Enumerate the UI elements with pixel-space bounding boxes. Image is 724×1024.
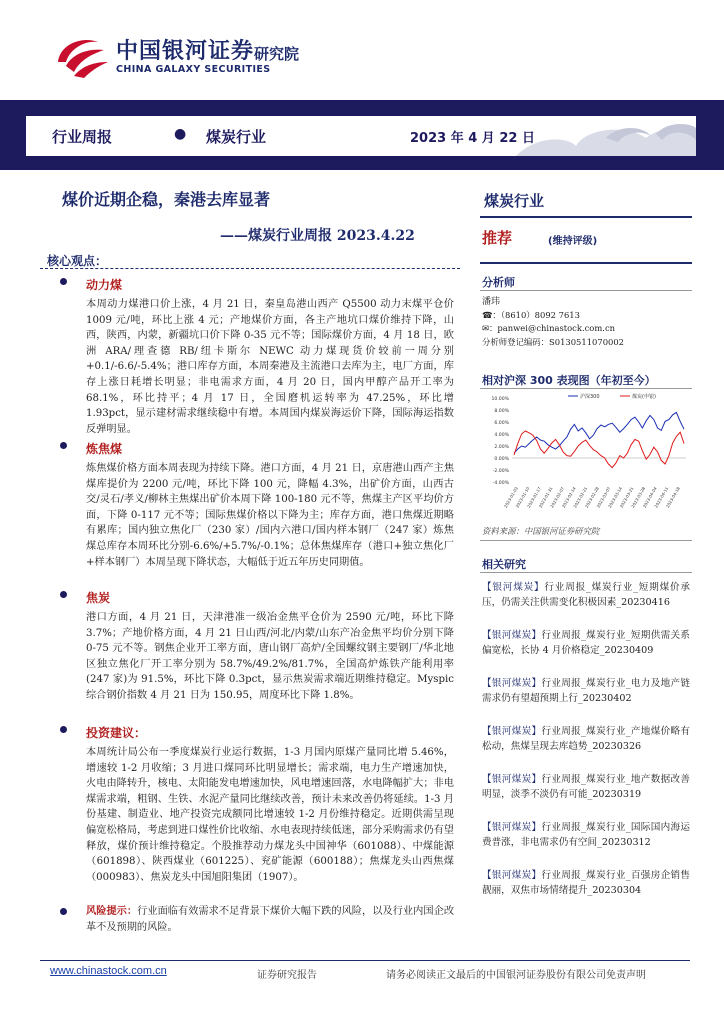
bullet-icon (60, 442, 67, 449)
chart-title: 相对沪深 300 表现图（年初至今） (482, 374, 656, 387)
y-tick-label: 2.00% (494, 445, 509, 450)
y-tick-label: 4.00% (494, 433, 509, 438)
section-heading: 炼焦煤 (62, 440, 454, 458)
x-tick-label: 2023-01-03 (502, 486, 519, 509)
company-logo (52, 32, 392, 84)
report-date: 2023 年 4 月 22 日 (410, 131, 535, 146)
x-tick-label: 2023-04-11 (653, 486, 670, 509)
y-tick-label: -2.00% (492, 469, 509, 474)
footer-disclaimer: 请务必阅读正文最后的中国银河证券股份有限公司免责声明 (386, 970, 646, 981)
core-views-label: 核心观点： (47, 254, 108, 268)
bullet-icon (60, 726, 67, 733)
logo-english: CHINA GALAXY SECURITIES (116, 64, 271, 75)
section-heading: 动力煤 (62, 276, 454, 294)
x-tick-label: 2023-02-28 (583, 486, 600, 509)
section-thermal-coal (62, 276, 454, 437)
risk-text: 行业面临有效需求不足背景下煤价大幅下跌的风险，以及行业内国企改革不及预期的风险。 (86, 906, 455, 933)
galaxy-logo-icon (52, 32, 110, 80)
x-tick-label: 2023-03-07 (595, 486, 612, 509)
footer-divider (40, 960, 690, 961)
divider (480, 540, 692, 541)
section-body: 本周统计局公布一季度煤炭行业运行数据，1-3 月国内原煤产量同比增 5.46%，增速较 1-2 月收缩；3 月进口煤同环比明显增长；需求端，电力生产增速加快，火电由降转升，核电、太阳能发电增速加快，风电增速回落，水电降幅扩大；非电煤需求端，粗钢、生铁、水泥产量同比继续改善，预计未来改善仍将延续。1-3 月份基建、制造业、地产投资完成额同比增速较 1-2 月份维持稳定。近期供需呈现偏宽松格局，考虑到进口煤性价比收缩、水电表现持续低迷，部分采购需求仍有望释放，煤价预计维持稳定。个股推荐动力煤龙头中国神华（601088）、中煤能源（601898）、陕西煤业（601225）、兖矿能源（600188）；焦煤龙头山西焦煤（000983）、焦炭龙头中国旭阳集团（1907）。 (86, 747, 454, 883)
page-subtitle: ——煤炭行业周报 2023.4.22 (220, 228, 415, 244)
analyst-name: 潘玮 (482, 297, 501, 307)
x-tick-label: 2023-03-21 (618, 486, 635, 509)
y-tick-label: -4.00% (492, 481, 509, 486)
y-tick-label: 8.00% (494, 409, 509, 414)
x-tick-label: 2023-01-10 (514, 486, 531, 509)
legend-label: 煤炭(申银) (632, 394, 656, 400)
x-tick-label: 2023-02-07 (549, 486, 566, 509)
logo-chinese: 中国银河证券 (116, 39, 255, 64)
risk-warning (62, 904, 454, 935)
y-tick-label: 6.00% (494, 421, 509, 426)
x-tick-label: 2023-04-04 (641, 486, 658, 509)
research-link[interactable]: 【银河煤炭】行业周报_煤炭行业_产地煤价略有松动，焦煤呈现去库趋势_20230326 (482, 726, 691, 752)
section-heading: 投资建议： (62, 724, 454, 742)
rating: 推荐 (482, 229, 513, 247)
x-tick-label: 2023-02-21 (572, 486, 589, 509)
research-link[interactable]: 【银河煤炭】行业周报_煤炭行业_电力及地产链需求仍有望超预期上行_20230402 (482, 678, 691, 704)
divider (480, 290, 692, 291)
divider (480, 262, 692, 264)
related-research-label: 相关研究 (482, 558, 526, 571)
footer-report-label: 证券研究报告 (257, 970, 317, 981)
x-tick-label: 2023-01-31 (537, 486, 554, 509)
section-body: 炼焦煤价格方面本周表现为持续下降。港口方面，4 月 21 日，京唐港山西产主焦煤库提价为 2200 元/吨，环比下降 100 元，降幅 4.3%，出矿价方面，山西古交/灵石/孝义/柳林主焦煤出矿价本周下降 100-180 元不等，焦煤主产区平均价方面，下降 0-117 元不等；国际焦煤价格以下降为主；库存方面，港口焦煤近期略有累库；国内独立焦化厂（230 家）/国内六港口/国内样本钢厂（247 家）炼焦煤总库存本周环比分别-6.6%/+5.7%/-0.1%；总体焦煤库存（港口+独立焦化厂+样本钢厂）本周呈现下降状态，大幅低于近五年历史同期值。 (86, 463, 454, 568)
research-link[interactable]: 【银河煤炭】行业周报_煤炭行业_国际国内海运费普涨，非电需求仍有空间_20230312 (482, 822, 691, 848)
x-tick-label: 2023-02-14 (560, 486, 577, 509)
x-tick-label: 2023-04-18 (664, 486, 681, 509)
x-tick-label: 2023-01-17 (526, 486, 543, 509)
performance-chart-svg (480, 390, 692, 520)
section-risk (62, 904, 454, 935)
banner-sector: 煤炭行业 (206, 128, 267, 146)
banner-panel (26, 116, 696, 156)
y-tick-label: 10.00% (491, 397, 509, 402)
analyst-email: ✉：panwei@chinastock.com.cn (482, 323, 616, 333)
performance-chart (480, 390, 692, 520)
series-line (514, 431, 684, 468)
x-tick-label: 2023-03-28 (630, 486, 647, 509)
bullet-icon (60, 278, 67, 285)
divider (480, 572, 692, 573)
section-body: 港口方面，4 月 21 日，天津港准一级冶金焦平仓价为 2590 元/吨，环比下降 3.7%；产地价格方面，4 月 21 日山西/河北/内蒙/山东产冶金焦平均价分别下降 0-75 元不等。钢焦企业开工率方面，唐山钢厂高炉/全国螺纹钢主要钢厂/华北地区独立焦化厂开工率分别为 58.7%/49.2%/81.7%，全国高炉炼铁产能利用率(247 家)为 91.5%，环比下降 0.3pct，显示焦炭需求端近期维持稳定。Myspic 综合钢价指数 4 月 21 日为 150.95，周度环比下降 1.8%。 (86, 612, 454, 701)
x-tick-label: 2023-03-14 (607, 486, 624, 509)
chart-source: 资料来源：中国银河证券研究院 (482, 526, 600, 536)
bullet-icon (60, 591, 67, 598)
page-title: 煤价近期企稳，秦港去库显著 (62, 190, 271, 209)
research-link[interactable]: 【银河煤炭】行业周报_煤炭行业_短期供需关系偏宽松，长协 4 月价格稳定_20230409 (482, 630, 691, 656)
divider (40, 268, 460, 269)
institute-label: 研究院 (254, 45, 300, 63)
bullet-icon: ● (174, 126, 187, 142)
research-link[interactable]: 【银河煤炭】行业周报_煤炭行业_短期煤价承压，仍需关注供需变化积极因素_20230416 (482, 582, 691, 608)
section-heading: 焦炭 (62, 589, 454, 607)
section-body: 本周动力煤港口价上涨，4 月 21 日，秦皇岛港山西产 Q5500 动力末煤平仓价 1009 元/吨，环比上涨 4 元；产地煤价方面，各主产地坑口煤价维持下降，山西，陕西，内蒙，新疆坑口价下降 0-35 元不等；国际煤价方面，4 月 18 日，欧洲 ARA/理查德 RB/纽卡斯尔 NEWC 动力煤现货价较前一周分别+0.1/-6.6/-5.4%；港口库存方面，本周秦港及主流港口去库为主，电厂方面，库存上涨日耗增长明显；非电需求方面，4 月 20 日，国内甲醇产品开工率为 68.1%，环比持平；4 月 17 日，全国磨机运转率为 47.25%，环比增 1.93pct，显示建材需求继续稳中有增。本周国内煤炭海运价下降，国际海运指数反弹明显。 (86, 299, 454, 435)
analyst-phone: ☎：（8610）8092 7613 (482, 310, 580, 320)
report-banner (0, 100, 724, 170)
sidebar-sector: 煤炭行业 (484, 192, 545, 210)
legend-label: 沪深300 (580, 394, 600, 400)
bullet-icon (60, 908, 67, 915)
rating-note: (维持评级) (548, 236, 598, 247)
footer-website-link[interactable]: www.chinastock.com.cn (50, 965, 167, 977)
analyst-cert: 分析师登记编码：S0130511070002 (482, 337, 625, 347)
section-coke (62, 589, 454, 704)
risk-label: 风险提示： (86, 905, 138, 917)
section-investment-advice (62, 724, 454, 885)
analyst-label: 分析师 (482, 276, 515, 289)
research-link[interactable]: 【银河煤炭】行业周报_煤炭行业_百强房企销售靓丽，双焦市场情绪提升_20230304 (482, 870, 691, 896)
divider (480, 388, 692, 389)
section-coking-coal (62, 440, 454, 570)
report-type: 行业周报 (52, 128, 113, 146)
research-link[interactable]: 【银河煤炭】行业周报_煤炭行业_地产数据改善明显，淡季不淡仍有可能_20230319 (482, 774, 691, 800)
divider (480, 216, 692, 218)
y-tick-label: 0.00% (494, 457, 509, 462)
